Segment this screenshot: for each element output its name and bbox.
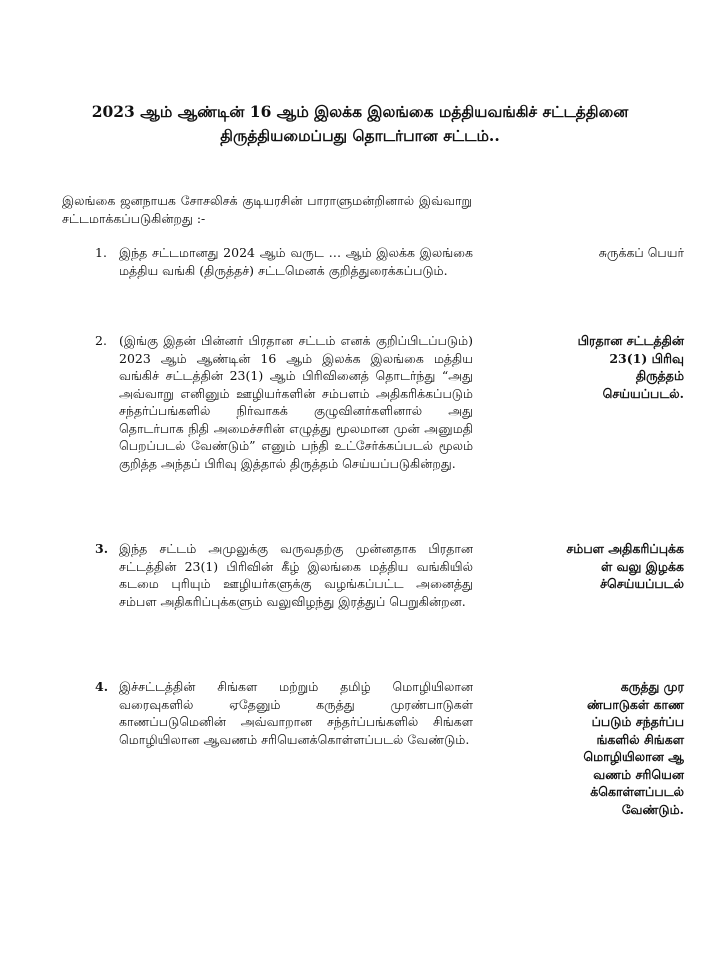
enacting-clause: இலங்கை ஜனநாயக சோசலிசக் குடியரசின் பாராளுமன்றினால் இவ்வாறு சட்டமாக்கப்படுகின்றது :- [62,193,472,226]
document-title [40,100,680,148]
clause-text: இந்த சட்டம் அமுலுக்கு வருவதற்கு முன்னதாக பிரதான சட்டத்தின் 23(1) பிரிவின் கீழ் இலங்கை மத்திய வங்கியில் கடமை புரியும் ஊழியர்களுக்கு வழங்கப்பட்ட அனைத்து சம்பள அதிகரிப்புக்களும் வலுவிழந்து இரத்துப் பெறுகின்றன. [119,541,473,609]
clause-3 [95,540,473,610]
clause-text: (இங்கு இதன் பின்னர் பிரதான சட்டம் எனக் குறிப்பிடப்படும்) 2023 ஆம் ஆண்டின் 16 ஆம் இலக்க இலங்கை மத்திய வங்கிச் சட்டத்தின் 23(1) ஆம் பிரிவினைத் தொடர்ந்து “அது அவ்வாறு எனினும் ஊழியர்களின் சம்பளம் அதிகரிக்கப்படும் சந்தர்ப்பங்களில் நிர்வாகக் குழுவினர்களினால் அது தொடர்பாக நிதி அமைச்சரின் எழுத்து மூலமான முன் அனுமதி பெறப்படல் வேண்டும்” எனும் பந்தி உட்சேர்க்கப்படல் மூலம் குறித்த அந்தப் பிரிவு இத்தால் திருத்தம் செய்யப்படுகின்றது. [119,333,473,471]
marginal-note-1: சுருக்கப் பெயர் [598,245,684,260]
clause-number: 4. [95,679,109,694]
clause-number: 3. [95,541,109,556]
marginal-note-4: கருத்து முரண்பாடுகள் காணப்படும் சந்தர்ப்பங்களில் சிங்கள மொழியிலான ஆவணம் சரியெனக்கொள்ளப்படல் வேண்டும். [583,679,684,817]
marginal-note-3: சம்பள அதிகரிப்புக்கள் வலு இழக்கச்செய்யப்படல் [566,541,684,591]
title-line-2: திருத்தியமைப்பது தொடர்பான சட்டம்.. [220,126,500,145]
clause-2 [95,332,473,472]
clause-number: 1. [95,245,107,260]
title-line-1: 2023 ஆம் ஆண்டின் 16 ஆம் இலக்க இலங்கை மத்தியவங்கிச் சட்டத்தினை [91,102,629,121]
marginal-note-2: பிரதான சட்டத்தின் 23(1) பிரிவு திருத்தம் செய்யப்படல். [577,333,684,401]
clause-text: இந்த சட்டமானது 2024 ஆம் வருட … ஆம் இலக்க இலங்கை மத்திய வங்கி (திருத்தச்) சட்டமெனக் குறித்துரைக்கப்படும். [119,245,473,278]
clause-text: இச்சட்டத்தின் சிங்கள மற்றும் தமிழ் மொழியிலான வரைவுகளில் ஏதேனும் கருத்து முரண்பாடுகள் காணப்படுமெனின் அவ்வாறான சந்தர்ப்பங்களில் சிங்கள மொழியிலான ஆவணம் சரியெனக்கொள்ளப்படல் வேண்டும். [119,679,473,747]
clause-number: 2. [95,333,107,348]
clause-1 [95,244,473,279]
clause-4 [95,678,473,748]
